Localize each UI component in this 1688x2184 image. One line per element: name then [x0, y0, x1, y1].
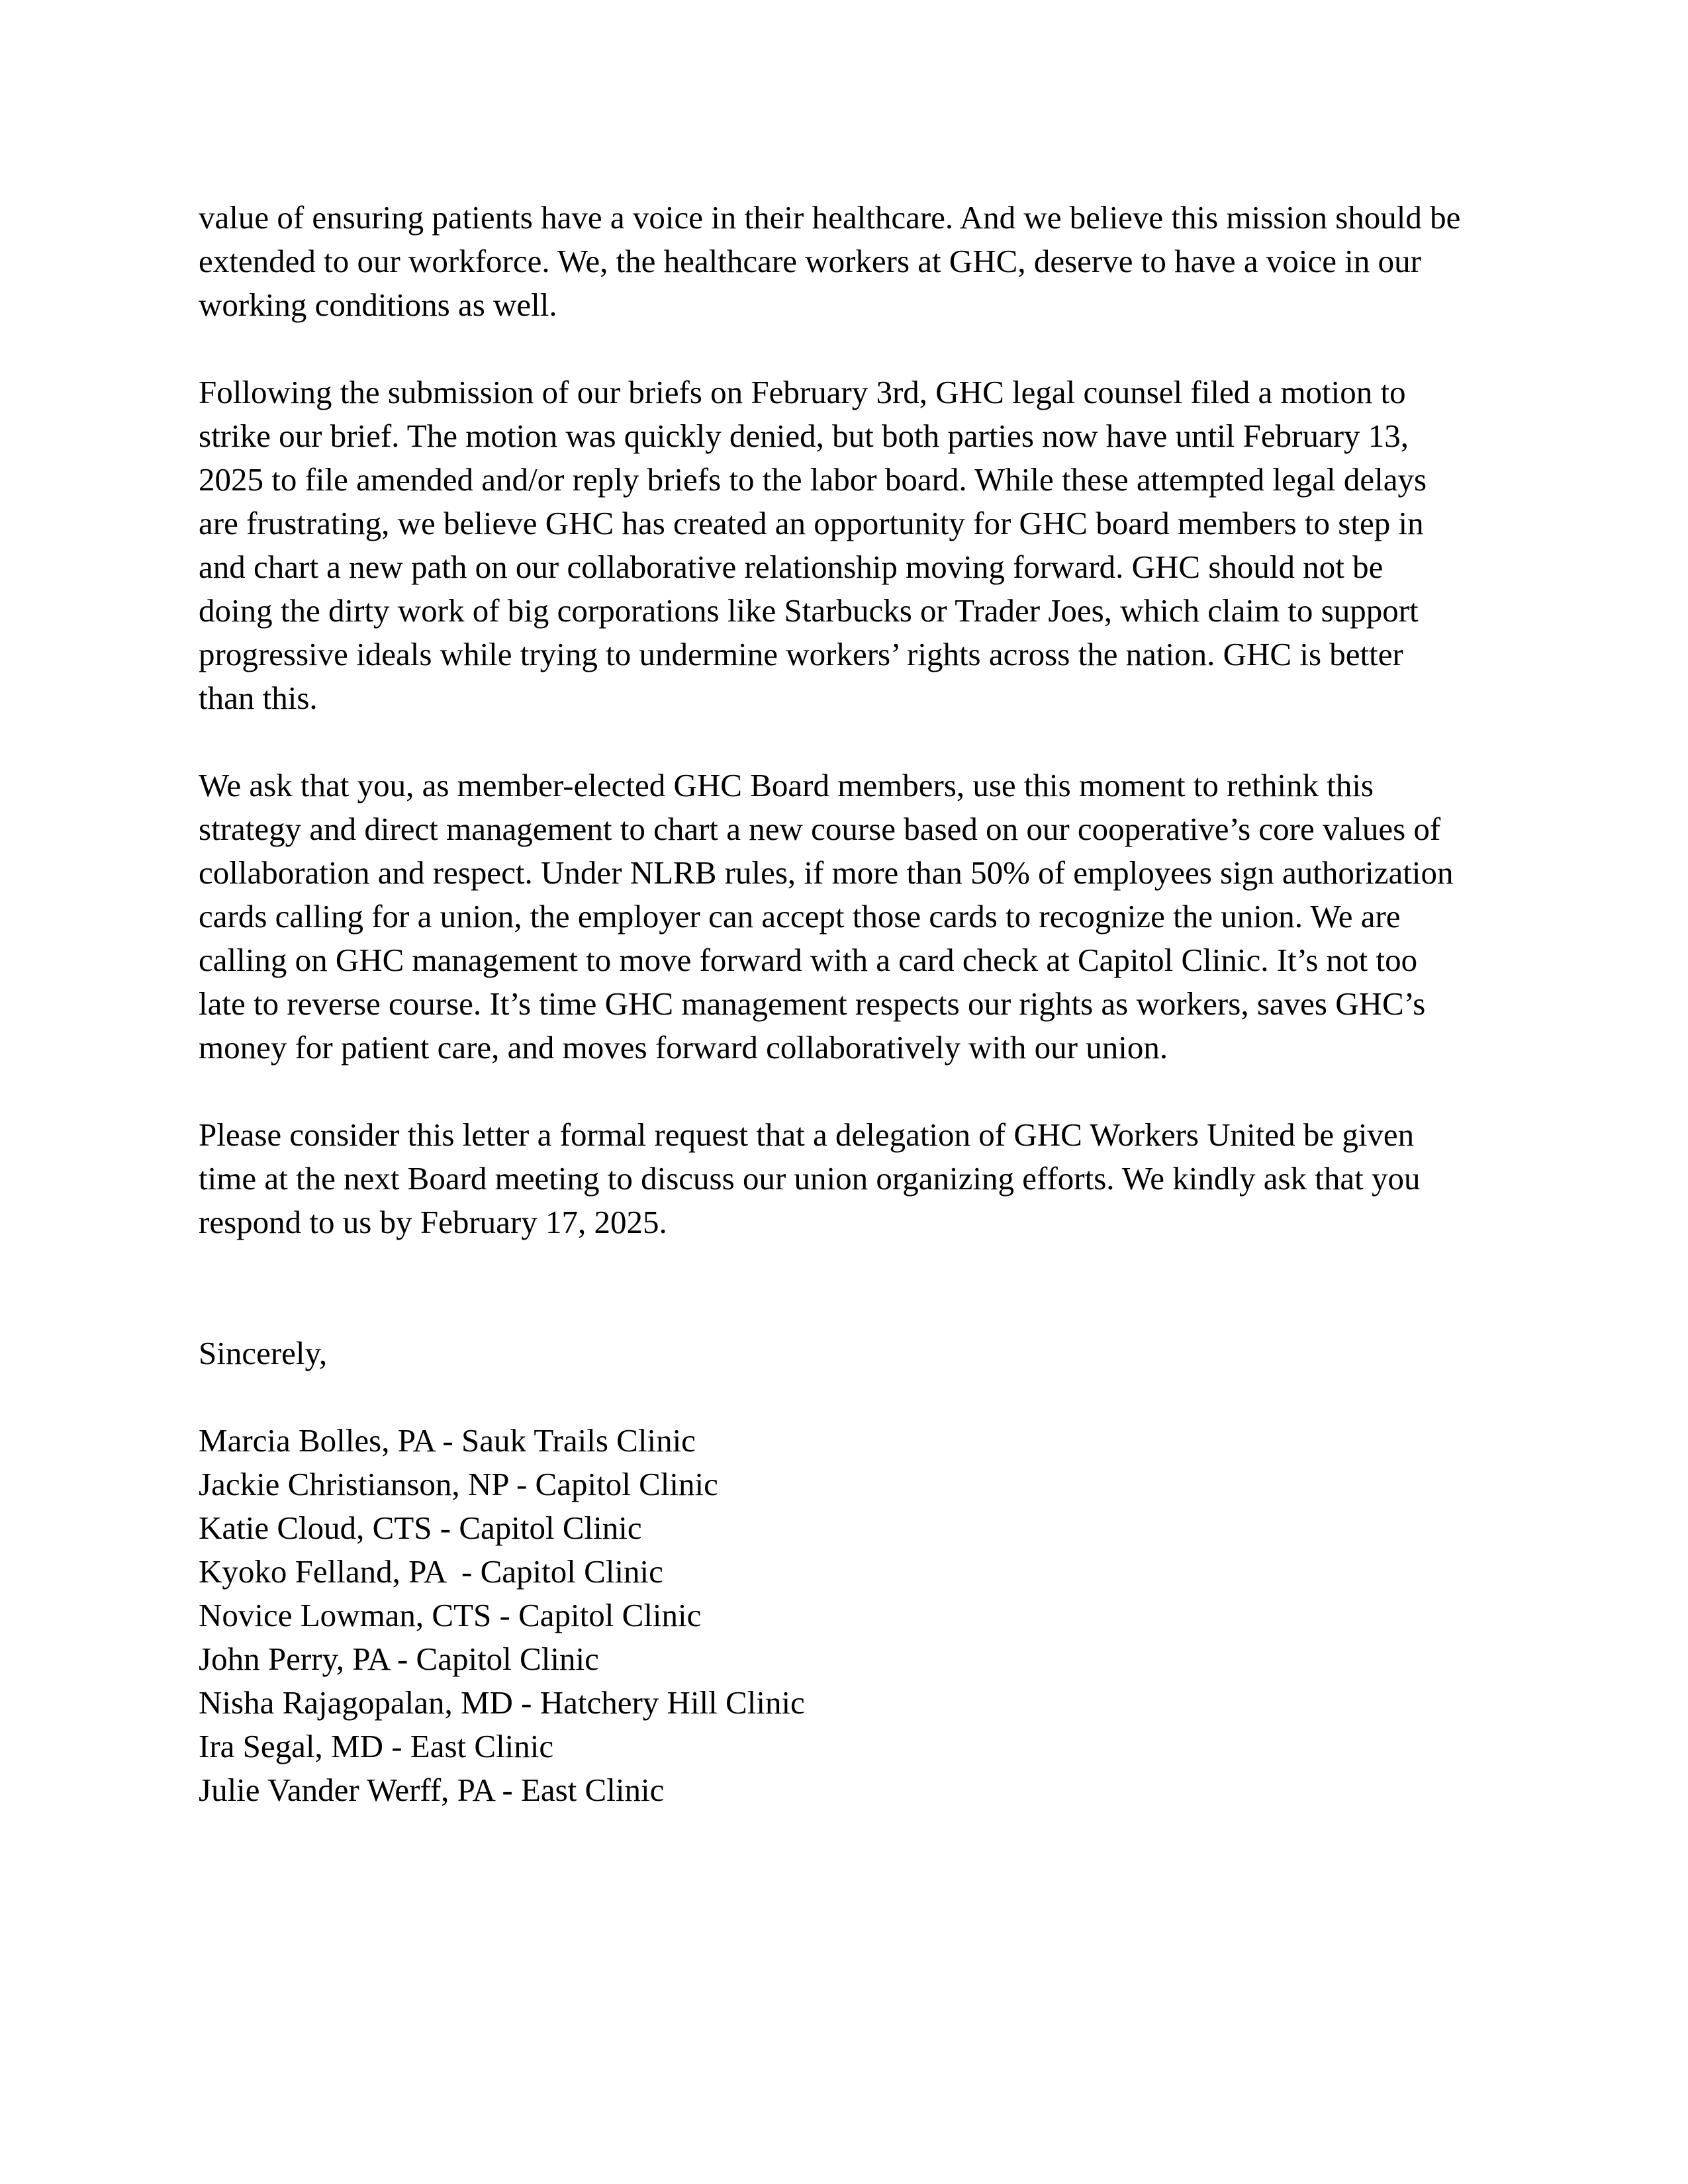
signatory-list	[199, 1419, 1496, 1812]
signatory: Ira Segal, MD - East Clinic	[199, 1728, 554, 1764]
paragraph-legal-delays: Following the submission of our briefs on February 3rd, GHC legal counsel filed a motion to strike our brief. The motion was quickly denied, but both parties now have until February 13, 2025 to file amended and/or reply briefs to the labor board. While these attempted legal delays are frustrating, we believe GHC has created an opportunity for GHC board members to step in and chart a new path on our collaborative relationship moving forward. GHC should not be doing the dirty work of big corporations like Starbucks or Trader Joes, which claim to support progressive ideals while trying to undermine workers’ rights across the nation. GHC is better than this.	[199, 374, 1427, 716]
paragraph-board-meeting-request: Please consider this letter a formal request that a delegation of GHC Workers United be given time at the next Board meeting to discuss our union organizing efforts. We kindly ask that you respond to us by February 17, 2025.	[199, 1116, 1421, 1240]
signatory: Julie Vander Werff, PA - East Clinic	[199, 1772, 665, 1808]
signatory: Jackie Christianson, NP - Capitol Clinic	[199, 1466, 718, 1502]
paragraph-card-check-request: We ask that you, as member-elected GHC Board members, use this moment to rethink this strategy and direct management to chart a new course based on our cooperative’s core values of collaboration and respect. Under NLRB rules, if more than 50% of employees sign authorization cards calling for a union, the employer can accept those cards to recognize the union. We are calling on GHC management to move forward with a card check at Capitol Clinic. It’s not too late to reverse course. It’s time GHC management respects our rights as workers, saves GHC’s money for patient care, and moves forward collaboratively with our union.	[199, 767, 1454, 1066]
paragraph-mission: value of ensuring patients have a voice in their healthcare. And we believe this mission should be extended to our workforce. We, the healthcare workers at GHC, deserve to have a voice in our working conditions as well.	[199, 199, 1461, 323]
signatory: Nisha Rajagopalan, MD - Hatchery Hill Clinic	[199, 1684, 805, 1721]
signatory: Kyoko Felland, PA - Capitol Clinic	[199, 1553, 663, 1590]
signatory: Novice Lowman, CTS - Capitol Clinic	[199, 1597, 702, 1633]
signatory: John Perry, PA - Capitol Clinic	[199, 1641, 599, 1677]
letter-body	[199, 196, 1496, 1812]
signatory: Marcia Bolles, PA - Sauk Trails Clinic	[199, 1422, 696, 1459]
signatory: Katie Cloud, CTS - Capitol Clinic	[199, 1510, 642, 1546]
closing-salutation: Sincerely,	[199, 1335, 328, 1371]
